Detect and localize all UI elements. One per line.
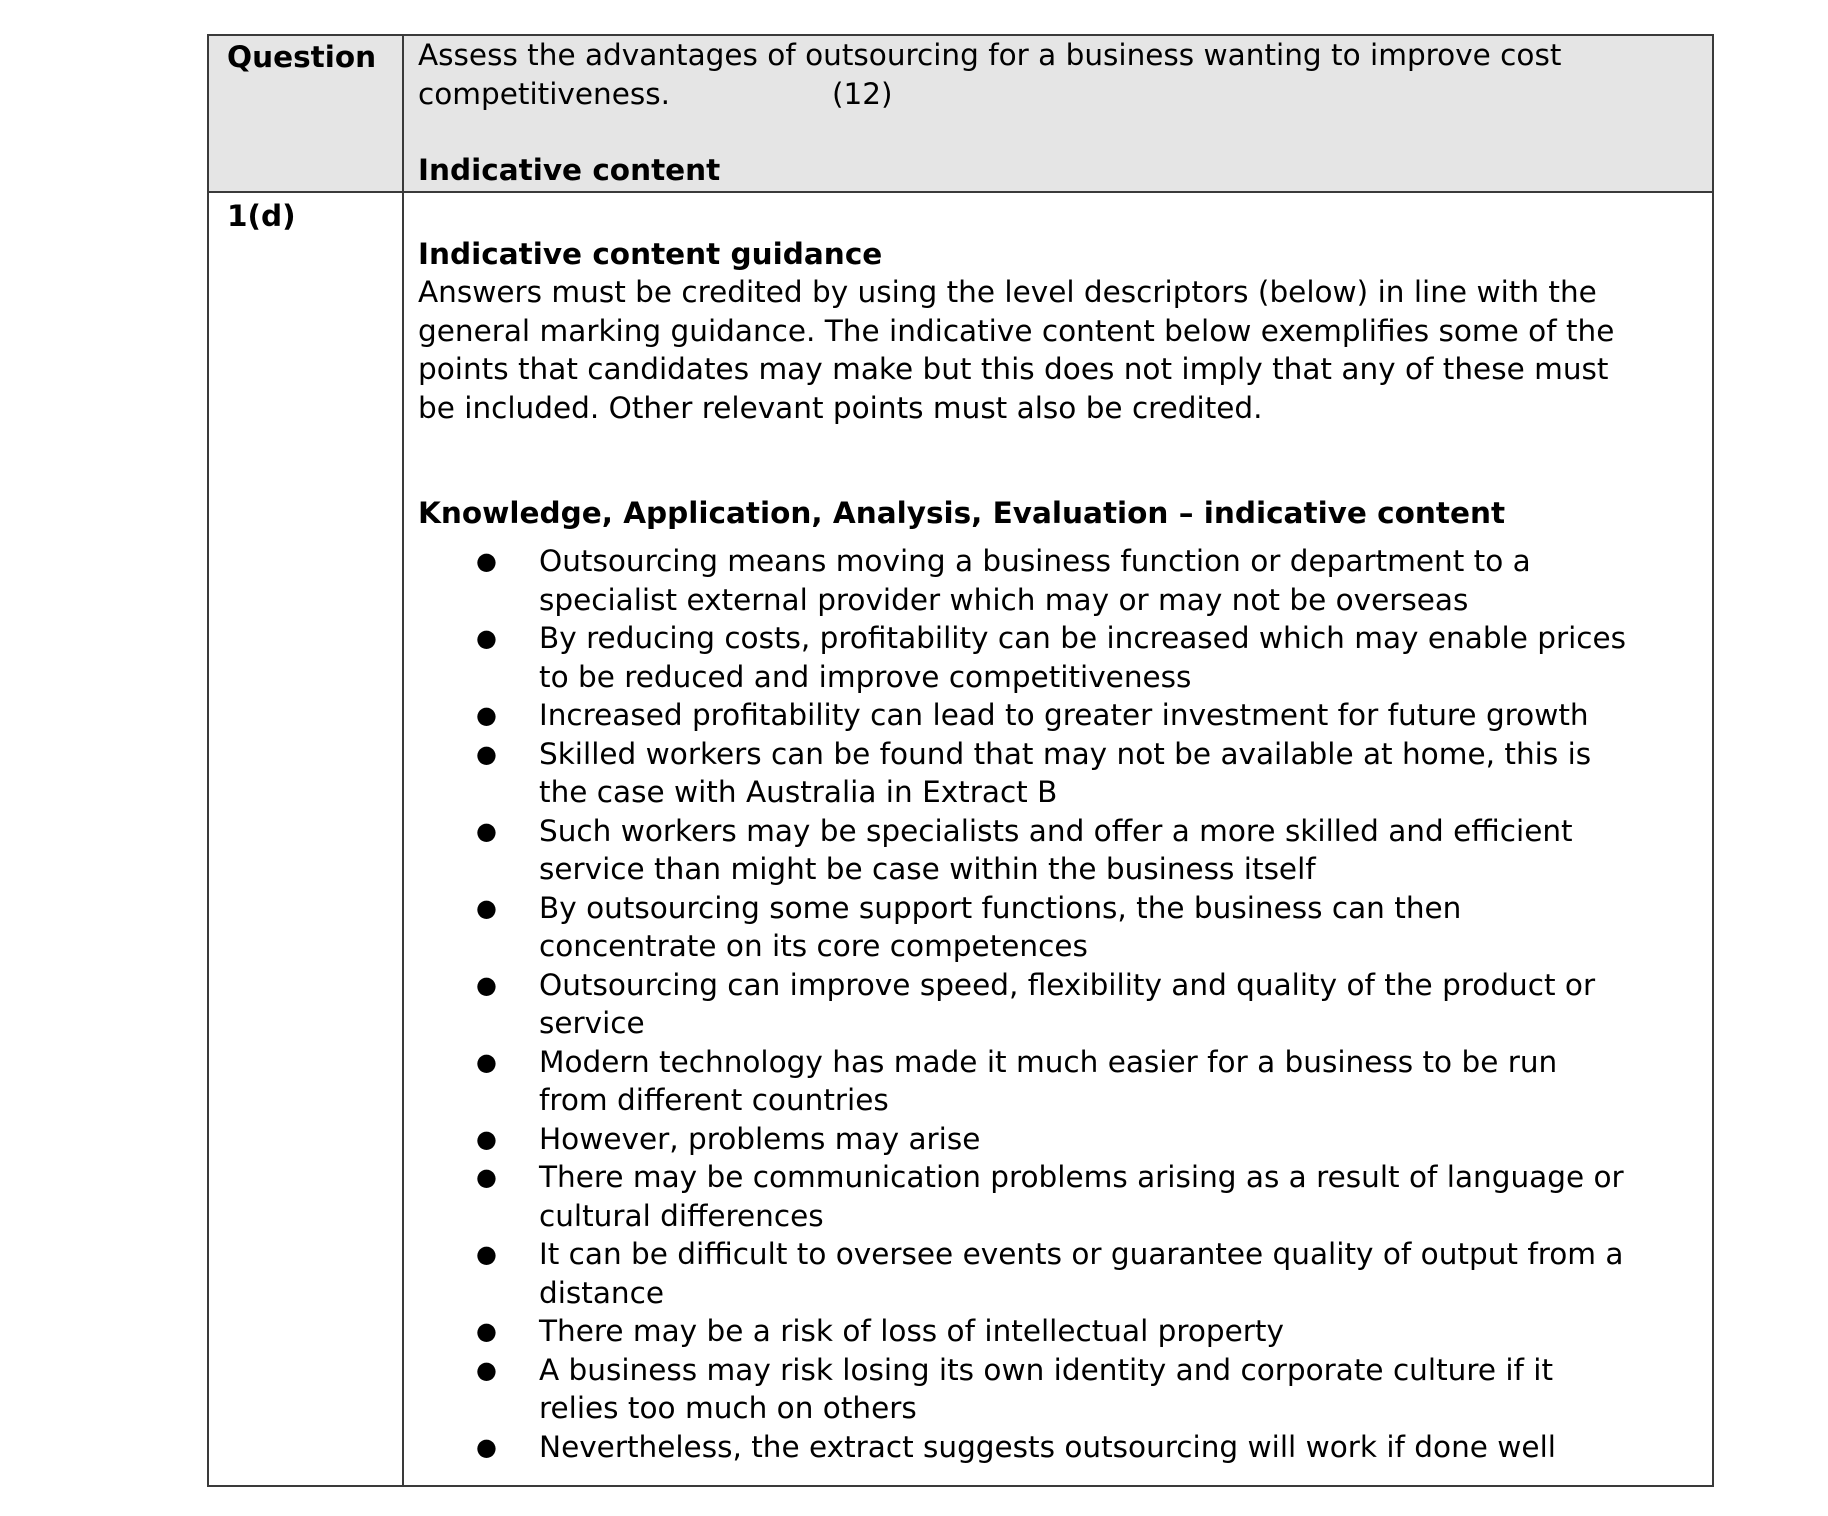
list-item-text: It can be difficult to oversee events or guarantee quality of output from a [539, 1237, 1624, 1271]
bullet-icon: ● [476, 1240, 497, 1268]
guidance-line: Answers must be credited by using the level descriptors (below) in line with the [418, 275, 1597, 309]
bullet-icon: ● [476, 1355, 497, 1384]
indicative-content-list [418, 542, 1708, 1466]
bullet-icon: ● [476, 624, 497, 652]
list-item-text: Increased profitability can lead to greater investment for future growth [539, 698, 1589, 732]
list-item [418, 966, 1708, 1043]
bullet-icon: ● [476, 970, 497, 999]
list-item-text: There may be communication problems arising as a result of language or [539, 1160, 1624, 1194]
bullet-icon: ● [476, 893, 497, 922]
list-item-text: Nevertheless, the extract suggests outsourcing will work if done well [539, 1429, 1556, 1464]
list-item [418, 1235, 1708, 1312]
list-item-text: Outsourcing can improve speed, flexibility and quality of the product or [539, 967, 1596, 1002]
guidance-line: general marking guidance. The indicative content below exemplifies some of the [418, 313, 1615, 348]
list-item [418, 1120, 1708, 1159]
list-item-text: distance [539, 1275, 665, 1310]
guidance-line: be included. Other relevant points must also be credited. [418, 390, 1263, 425]
question-text-line: Assess the advantages of outsourcing for a business wanting to improve cost [418, 38, 1562, 72]
list-item [418, 735, 1708, 812]
bullet-icon: ● [476, 1047, 497, 1076]
list-item-text: Skilled workers can be found that may not be available at home, this is [539, 736, 1592, 771]
question-number: 1(d) [227, 199, 296, 233]
list-item [418, 889, 1708, 966]
question-label: Question [227, 40, 377, 74]
guidance-line: points that candidates may make but this does not imply that any of these must [418, 352, 1609, 386]
list-item-text: However, problems may arise [539, 1121, 981, 1156]
list-item [418, 1043, 1708, 1120]
list-item [418, 696, 1708, 735]
question-text [418, 36, 1561, 113]
guidance-title: Indicative content guidance [418, 237, 883, 271]
list-item-text: cultural differences [539, 1198, 824, 1233]
list-item-text: service than might be case within the business itself [539, 852, 1316, 886]
list-item-text: the case with Australia in Extract B [539, 775, 1058, 809]
list-item-text: concentrate on its core competences [539, 929, 1088, 963]
list-item-text: relies too much on others [539, 1391, 917, 1425]
list-item-text: service [539, 1006, 645, 1040]
bullet-icon: ● [476, 1124, 497, 1153]
bullet-icon: ● [476, 1432, 497, 1461]
list-item [418, 1312, 1708, 1351]
bullet-icon: ● [476, 816, 497, 845]
guidance-body [418, 273, 1614, 427]
list-item-text: from different countries [539, 1083, 889, 1117]
list-item [418, 1158, 1708, 1235]
list-item-text: A business may risk losing its own identity and corporate culture if it [539, 1352, 1554, 1387]
list-item [418, 619, 1708, 696]
list-item-text: By outsourcing some support functions, the business can then [539, 890, 1462, 925]
list-item-text: By reducing costs, profitability can be increased which may enable prices [539, 621, 1627, 655]
bullet-icon: ● [476, 1317, 497, 1345]
bullet-icon: ● [476, 547, 497, 575]
mark-scheme-table [207, 34, 1714, 1487]
list-item-text: Outsourcing means moving a business function or department to a [539, 544, 1531, 578]
list-item [418, 542, 1708, 619]
list-item-text: Modern technology has made it much easier for a business to be run [539, 1044, 1558, 1079]
kaae-title: Knowledge, Application, Analysis, Evaluation – indicative content [418, 496, 1506, 530]
indicative-content-label: Indicative content [418, 153, 721, 187]
question-text-line: competitiveness. [418, 76, 670, 111]
bullet-icon: ● [476, 739, 497, 768]
list-item-text: There may be a risk of loss of intellectual property [539, 1314, 1284, 1348]
bullet-icon: ● [476, 1163, 497, 1191]
question-marks: (12) [832, 76, 893, 111]
list-item-text: Such workers may be specialists and offer a more skilled and efficient [539, 813, 1573, 848]
list-item-text: specialist external provider which may or may not be overseas [539, 582, 1469, 617]
list-item [418, 1351, 1708, 1428]
bullet-icon: ● [476, 701, 497, 729]
list-item-text: to be reduced and improve competitiveness [539, 659, 1192, 694]
list-item [418, 1428, 1708, 1467]
column-divider [402, 36, 404, 1485]
list-item [418, 812, 1708, 889]
